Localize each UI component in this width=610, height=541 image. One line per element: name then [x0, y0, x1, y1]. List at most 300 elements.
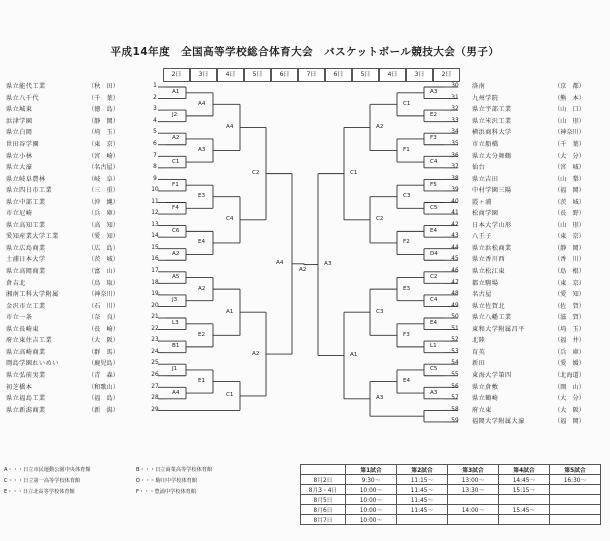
team-name: 県立大濠: [6, 164, 33, 172]
match-venue-label: C4: [226, 216, 234, 223]
match-venue-label: A2: [198, 285, 206, 292]
round-header: 3日: [406, 68, 433, 82]
team-prefecture: （大 阪）: [88, 337, 119, 345]
team-prefecture: （愛 媛）: [554, 360, 585, 368]
seed-number: 57: [451, 395, 459, 402]
team-name: 県立鶴崎: [472, 395, 499, 403]
seed-number: 18: [151, 279, 159, 286]
seed-number: 21: [151, 314, 159, 321]
seed-number: 6: [153, 140, 157, 147]
legend-item: F・・・豊浦中学校体育館: [136, 489, 197, 495]
team-name: 県立能代工業: [6, 83, 46, 91]
seed-number: 12: [151, 210, 159, 217]
schedule-cell: 10:00〜: [346, 485, 397, 495]
team-name: 倉吉北: [6, 279, 26, 287]
schedule-row: [301, 485, 601, 495]
schedule-cell: 13:30〜: [448, 485, 499, 495]
team-prefecture: （鹿児島）: [88, 360, 119, 368]
team-name: 県立松江東: [472, 268, 505, 276]
team-name: 日本大学山形: [472, 221, 512, 229]
team-name: 県立中部工業: [6, 198, 46, 206]
schedule-header-cell: [301, 465, 346, 475]
match-venue-label: A1: [226, 308, 234, 315]
match-venue-label: E4: [198, 239, 206, 246]
team-prefecture: （鳥 取）: [88, 279, 119, 287]
schedule-cell: 9:30〜: [346, 475, 397, 485]
match-venue-label: C1: [403, 100, 411, 107]
seed-number: 45: [451, 256, 459, 263]
schedule-cell: 10:00〜: [346, 495, 397, 505]
legend-item: B・・・日立商業高等学校体育館: [136, 467, 213, 473]
seed-number: 3: [153, 106, 157, 113]
schedule-cell: 8月6日: [301, 505, 346, 515]
team-name: 世田谷学園: [6, 140, 39, 148]
seed-number: 7: [153, 152, 157, 159]
seed-number: 17: [151, 268, 159, 275]
match-venue-label: E2: [198, 331, 206, 338]
match-venue-label: A2: [252, 350, 260, 357]
round-header: 5日: [244, 68, 271, 82]
match-venue-label: L1: [430, 343, 437, 350]
seed-number: 4: [153, 117, 157, 124]
seed-number: 26: [151, 371, 159, 378]
match-venue-label: E4: [430, 227, 438, 234]
team-prefecture: （北海道）: [554, 371, 585, 379]
round1-match-line: [166, 295, 192, 307]
match-venue-label: E3: [403, 285, 411, 292]
team-name: 県立八幡工業: [472, 314, 512, 322]
match-venue-label: C6: [172, 227, 180, 234]
seed-number: 38: [451, 175, 459, 182]
match-venue-label: E4: [403, 378, 411, 385]
match-venue-label: C4: [430, 297, 438, 304]
team-prefecture: （徳 島）: [88, 106, 119, 114]
match-venue-label: F1: [403, 147, 410, 154]
team-prefecture: （埼 玉）: [554, 325, 585, 333]
team-name: 府立東住吉工業: [6, 337, 53, 345]
schedule-header-cell: 第1試合: [346, 465, 397, 475]
team-prefecture: （静 岡）: [554, 244, 585, 252]
team-name: 府立東: [472, 406, 492, 414]
team-name: 新田: [472, 360, 486, 368]
team-prefecture: （長 崎）: [88, 325, 119, 333]
round1-match-line: [166, 364, 192, 376]
schedule-row: [301, 475, 601, 485]
seed-number: 39: [451, 187, 459, 194]
match-venue-label: E2: [430, 112, 438, 119]
match-venue-label: E3: [198, 193, 206, 200]
team-prefecture: （京 都）: [554, 83, 585, 91]
match-venue-label: F3: [403, 331, 410, 338]
team-name: 福岡大学附属大濠: [472, 418, 525, 426]
schedule-cell: 11:45〜: [397, 505, 448, 515]
schedule-cell: 15:45〜: [499, 505, 550, 515]
round-header: 7日: [298, 68, 325, 82]
match-venue-label: F1: [172, 181, 179, 188]
match-venue-label: J1: [172, 366, 178, 373]
legend-item: E・・・日立北高等学校体育館: [4, 489, 75, 495]
match-venue-label: A1: [350, 352, 358, 359]
team-name: 県立小林: [6, 152, 33, 160]
team-prefecture: （東 京）: [554, 233, 585, 241]
seed-number: 22: [151, 325, 159, 332]
schedule-cell: 16:30〜: [550, 475, 601, 485]
team-prefecture: （佐 賀）: [554, 302, 585, 310]
match-venue-label: A4: [198, 100, 206, 107]
team-prefecture: （福 島）: [88, 395, 119, 403]
match-venue-label: E1: [198, 378, 206, 385]
seed-number: 33: [451, 117, 459, 124]
schedule-cell: 14:45〜: [499, 475, 550, 485]
match-venue-label: C2: [430, 274, 438, 281]
match-venue-label: C2: [376, 216, 384, 223]
seed-number: 2: [153, 94, 157, 101]
final-line: [298, 264, 312, 265]
round-header: 6日: [271, 68, 298, 82]
team-prefecture: （岐 阜）: [88, 175, 119, 183]
team-name: 北陸: [472, 337, 486, 345]
seed-number: 27: [151, 383, 159, 390]
team-prefecture: （茨 城）: [88, 256, 119, 264]
match-venue-label: A3: [430, 389, 438, 396]
team-prefecture: （岡 山）: [554, 383, 585, 391]
team-prefecture: （大 阪）: [554, 406, 585, 414]
team-prefecture: （山 形）: [554, 117, 585, 125]
team-name: 市立一条: [6, 314, 33, 322]
schedule-row: [301, 505, 601, 515]
team-prefecture: （和歌山）: [88, 383, 119, 391]
schedule-cell: 14:00〜: [448, 505, 499, 515]
seed-number: 28: [151, 395, 159, 402]
seed-number: 25: [151, 360, 159, 367]
team-prefecture: （石 川）: [88, 302, 119, 310]
team-prefecture: （神奈川）: [554, 129, 585, 137]
match-venue-label: A3: [198, 147, 206, 154]
round1-match-line: [166, 110, 192, 122]
match-venue-label: C1: [350, 170, 358, 177]
team-name: 東海大学第四: [472, 371, 512, 379]
seed-number: 47: [451, 279, 459, 286]
seed-number: 32: [451, 106, 459, 113]
seed-number: 59: [451, 418, 459, 425]
team-prefecture: （大 分）: [554, 152, 585, 160]
seed-number: 19: [151, 291, 159, 298]
team-prefecture: （福 岡）: [554, 187, 585, 195]
schedule-header-cell: 第3試合: [448, 465, 499, 475]
schedule-cell: [448, 495, 499, 505]
team-name: 県立高岡商業: [6, 268, 46, 276]
team-name: 県立城東: [6, 106, 33, 114]
team-name: 市立船橋: [472, 140, 499, 148]
round-header: 6日: [325, 68, 352, 82]
seed-number: 16: [151, 256, 159, 263]
seed-number: 54: [451, 360, 459, 367]
schedule-row: [301, 495, 601, 505]
match-venue-label: C3: [403, 193, 411, 200]
schedule-cell: 11:15〜: [397, 475, 448, 485]
seed-number: 55: [451, 371, 459, 378]
team-name: 県立四日市工業: [6, 187, 53, 195]
team-prefecture: （群 馬）: [88, 348, 119, 356]
team-name: 県立浜松商業: [472, 244, 512, 252]
seed-number: 36: [451, 152, 459, 159]
match-venue-label: A3: [324, 261, 332, 268]
match-venue-label: C2: [252, 170, 260, 177]
team-prefecture: （香 川）: [554, 256, 585, 264]
match-venue-label: J3: [172, 297, 178, 304]
team-name: 愛知産業大学工業: [6, 233, 59, 241]
seed-number: 53: [451, 348, 459, 355]
seed-number: 42: [451, 221, 459, 228]
schedule-header-cell: 第5試合: [550, 465, 601, 475]
round-header: 2日: [433, 68, 460, 82]
schedule-cell: 10:00〜: [346, 515, 397, 525]
seed-number: 40: [451, 198, 459, 205]
team-prefecture: （福 岡）: [554, 418, 585, 426]
schedule-cell: 10:00〜: [346, 505, 397, 515]
schedule-cell: [550, 515, 601, 525]
team-name: 県立岐阜農林: [6, 175, 46, 183]
team-prefecture: （埼 玉）: [88, 129, 119, 137]
team-prefecture: （三 重）: [88, 187, 119, 195]
team-name: 県立香川西: [472, 256, 505, 264]
seed-number: 29: [151, 406, 159, 413]
round-header: 4日: [217, 68, 244, 82]
team-name: 東和大学附属昌平: [472, 325, 525, 333]
team-prefecture: （高 知）: [88, 221, 119, 229]
team-name: 名古屋: [472, 291, 492, 299]
legend-item: D・・・駒川中学校体育館: [136, 478, 198, 484]
team-name: 土浦日本大学: [6, 256, 46, 264]
match-venue-label: F5: [430, 181, 437, 188]
team-name: 県立宇部工業: [472, 106, 512, 114]
seed-number: 48: [451, 291, 459, 298]
schedule-header-cell: 第2試合: [397, 465, 448, 475]
match-venue-label: A5: [172, 274, 180, 281]
team-prefecture: （茨 城）: [554, 198, 585, 206]
team-name: 県立新潟商業: [6, 406, 46, 414]
team-name: 県立大分舞鶴: [472, 152, 512, 160]
seed-number: 23: [151, 337, 159, 344]
team-name: 県立長崎東: [6, 325, 39, 333]
seed-number: 56: [451, 383, 459, 390]
schedule-cell: [550, 485, 601, 495]
match-venue-label: A2: [172, 135, 180, 142]
team-prefecture: （沖 縄）: [88, 198, 119, 206]
round-header: 4日: [379, 68, 406, 82]
team-prefecture: （名古屋）: [88, 164, 119, 172]
seed-number: 34: [451, 129, 459, 136]
schedule-cell: 8月7日: [301, 515, 346, 525]
match-venue-label: C4: [430, 158, 438, 165]
team-name: 松商学園: [472, 210, 499, 218]
seed-number: 9: [153, 175, 157, 182]
team-name: 県立広島商業: [6, 244, 46, 252]
seed-number: 46: [451, 268, 459, 275]
seed-number: 30: [451, 83, 459, 90]
team-name: 横浜商科大学: [472, 129, 512, 137]
match-venue-label: E4: [430, 320, 438, 327]
schedule-cell: 15:15〜: [499, 485, 550, 495]
team-prefecture: （奈 良）: [88, 314, 119, 322]
seed-number: 50: [451, 314, 459, 321]
team-name: 湘南工科大学附属: [6, 291, 59, 299]
page-title: 平成14年度 全国高等学校総合体育大会 バスケットボール競技大会（男子）: [110, 46, 500, 58]
match-venue-label: L3: [172, 320, 179, 327]
team-prefecture: （宮 崎）: [88, 152, 119, 160]
round-header: 5日: [352, 68, 379, 82]
match-venue-label: A4: [276, 260, 284, 267]
team-name: 岡島学園れいめい: [6, 360, 59, 368]
team-name: 都立駒場: [472, 279, 499, 287]
seed-number: 8: [153, 164, 157, 171]
team-name: 金沢市立工業: [6, 302, 46, 310]
match-venue-label: J2: [172, 112, 178, 119]
team-name: 県立高崎商業: [6, 348, 46, 356]
match-venue-label: F3: [430, 135, 437, 142]
team-prefecture: （兵 庫）: [88, 210, 119, 218]
seed-number: 51: [451, 325, 459, 332]
team-prefecture: （大 分）: [554, 395, 585, 403]
team-prefecture: （長 野）: [554, 210, 585, 218]
schedule-header-cell: 第4試合: [499, 465, 550, 475]
team-prefecture: （東 京）: [88, 140, 119, 148]
seed-number: 43: [451, 233, 459, 240]
team-prefecture: （滋 賀）: [554, 314, 585, 322]
schedule-table: [300, 464, 601, 525]
schedule-cell: 8月5日: [301, 495, 346, 505]
team-name: 県立白岡: [6, 129, 33, 137]
team-prefecture: （宮 城）: [554, 164, 585, 172]
seed-number: 15: [151, 244, 159, 251]
legend-item: C・・・日立第一高等学校体育館: [4, 478, 81, 484]
schedule-cell: [448, 515, 499, 525]
schedule-cell: 13:00〜: [448, 475, 499, 485]
team-prefecture: （兵 庫）: [554, 348, 585, 356]
round-header: 3日: [190, 68, 217, 82]
match-venue-label: A2: [299, 266, 307, 273]
seed-number: 5: [153, 129, 157, 136]
seed-number: 58: [451, 406, 459, 413]
seed-number: 1: [153, 83, 157, 90]
seed-number: 31: [451, 94, 459, 101]
schedule-cell: [550, 505, 601, 515]
team-prefecture: （秋 田）: [88, 83, 119, 91]
legend-item: A・・・日立市民運動公園中央体育館: [4, 467, 91, 473]
team-prefecture: （千 葉）: [88, 94, 119, 102]
seed-number: 35: [451, 140, 459, 147]
match-venue-label: A3: [376, 395, 384, 402]
round1-match-line: [418, 410, 444, 422]
match-venue-label: C5: [430, 366, 438, 373]
schedule-header-row: [301, 465, 601, 475]
team-prefecture: （福 井）: [554, 337, 585, 345]
seed-number: 10: [151, 187, 159, 194]
schedule-cell: [499, 495, 550, 505]
team-name: 市立尼崎: [6, 210, 33, 218]
match-venue-label: A4: [226, 123, 234, 130]
team-prefecture: （東 京）: [554, 279, 585, 287]
team-name: 初芝橋本: [6, 383, 33, 391]
seed-number: 24: [151, 348, 159, 355]
team-name: 中村学園三陽: [472, 187, 512, 195]
team-name: 九州学院: [472, 94, 499, 102]
team-name: 県立高知工業: [6, 221, 46, 229]
team-name: 浜津学園: [6, 117, 33, 125]
schedule-cell: 8月2日: [301, 475, 346, 485]
seed-number: 11: [151, 198, 159, 205]
match-venue-label: D4: [430, 250, 438, 257]
match-venue-label: A1: [172, 89, 180, 96]
team-prefecture: （島 根）: [554, 268, 585, 276]
team-prefecture: （熊 本）: [554, 94, 585, 102]
team-name: 県立弘前実業: [6, 371, 46, 379]
team-prefecture: （山 梨）: [554, 175, 585, 183]
team-prefecture: （千 葉）: [554, 140, 585, 148]
schedule-cell: [397, 515, 448, 525]
schedule-cell: 11:45〜: [397, 495, 448, 505]
seed-number: 37: [451, 164, 459, 171]
seed-number: 44: [451, 244, 459, 251]
schedule-cell: 8月3・4日: [301, 485, 346, 495]
match-venue-label: B1: [172, 343, 180, 350]
team-name: 育英: [472, 348, 486, 356]
schedule-cell: [550, 495, 601, 505]
team-prefecture: （山 口）: [554, 106, 585, 114]
seed-number: 49: [451, 302, 459, 309]
team-prefecture: （富 山）: [88, 268, 119, 276]
match-venue-label: C3: [376, 308, 384, 315]
team-prefecture: （神奈川）: [88, 291, 119, 299]
match-venue-label: F2: [403, 239, 410, 246]
team-prefecture: （広 島）: [88, 244, 119, 252]
match-venue-label: C5: [430, 204, 438, 211]
team-name: 県立佐賀北: [472, 302, 505, 310]
team-name: 霞ヶ浦: [472, 198, 492, 206]
match-venue-label: A2: [376, 123, 384, 130]
schedule-row: [301, 515, 601, 525]
round-header: 2日: [163, 68, 190, 82]
match-venue-label: A3: [430, 89, 438, 96]
seed-number: 14: [151, 233, 159, 240]
seed-number: 41: [451, 210, 459, 217]
team-name: 県立福島工業: [6, 395, 46, 403]
match-venue-label: A2: [172, 250, 180, 257]
team-name: 県立吉田: [472, 175, 499, 183]
team-prefecture: （愛 知）: [88, 233, 119, 241]
team-name: 県立倉敷: [472, 383, 499, 391]
match-venue-label: C1: [226, 392, 234, 399]
team-prefecture: （青 森）: [88, 371, 119, 379]
team-prefecture: （愛 知）: [554, 291, 585, 299]
schedule-cell: [499, 515, 550, 525]
team-name: 八王子: [472, 233, 492, 241]
seed-number: 13: [151, 221, 159, 228]
team-name: 仙台: [472, 164, 486, 172]
team-name: 洛南: [472, 83, 486, 91]
team-prefecture: （山 形）: [554, 221, 585, 229]
team-name: 県立八千代: [6, 94, 39, 102]
seed-number: 52: [451, 337, 459, 344]
schedule-cell: 11:45〜: [397, 485, 448, 495]
match-venue-label: A4: [172, 389, 180, 396]
team-name: 県立米沢工業: [472, 117, 512, 125]
seed-number: 20: [151, 302, 159, 309]
match-venue-label: C1: [172, 158, 180, 165]
team-prefecture: （静 岡）: [88, 117, 119, 125]
team-prefecture: （新 潟）: [88, 406, 119, 414]
match-venue-label: F4: [172, 204, 179, 211]
